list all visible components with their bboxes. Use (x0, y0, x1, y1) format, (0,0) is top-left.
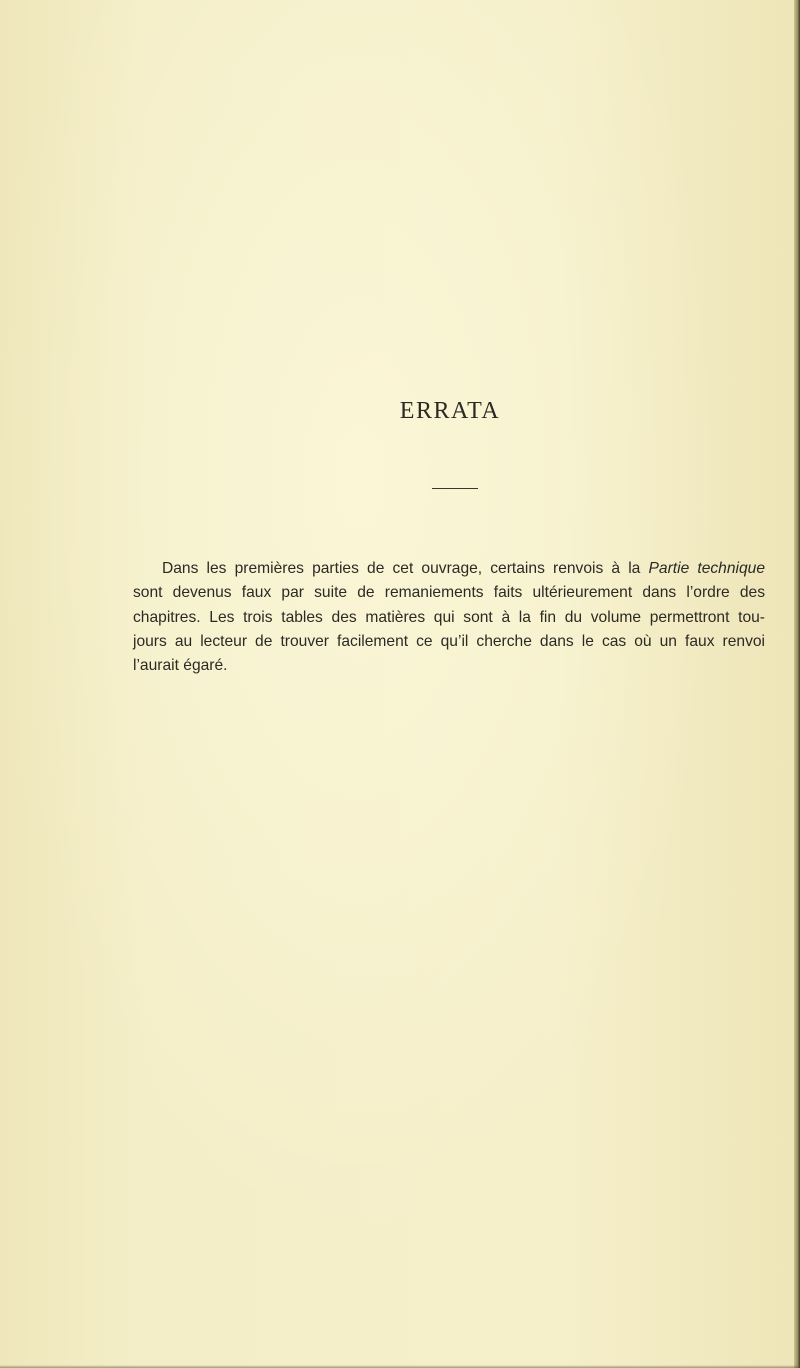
paragraph-line-1-text: Dans les premières parties de cet ouvrage, certains renvois à la (162, 560, 649, 577)
paragraph-line-5: l’aurait égaré. (133, 657, 228, 675)
errata-paragraph (133, 557, 765, 678)
paragraph-line-3: chapitres. Les trois tables des matières qui sont à la fin du volume permettront tou- (133, 608, 765, 626)
title-divider (432, 488, 478, 489)
paragraph-emphasis: Partie technique (648, 560, 766, 577)
paragraph-line-4: jours au lecteur de trouver facilement ce qu’il cherche dans le cas où un faux renvoi (133, 632, 765, 650)
paragraph-line-1 (133, 557, 765, 581)
page-title: ERRATA (399, 398, 501, 424)
page-edge-shadow (794, 0, 800, 1368)
paragraph-line-2: sont devenus faux par suite de remaniements faits ultérieurement dans l’ordre des (133, 584, 765, 602)
